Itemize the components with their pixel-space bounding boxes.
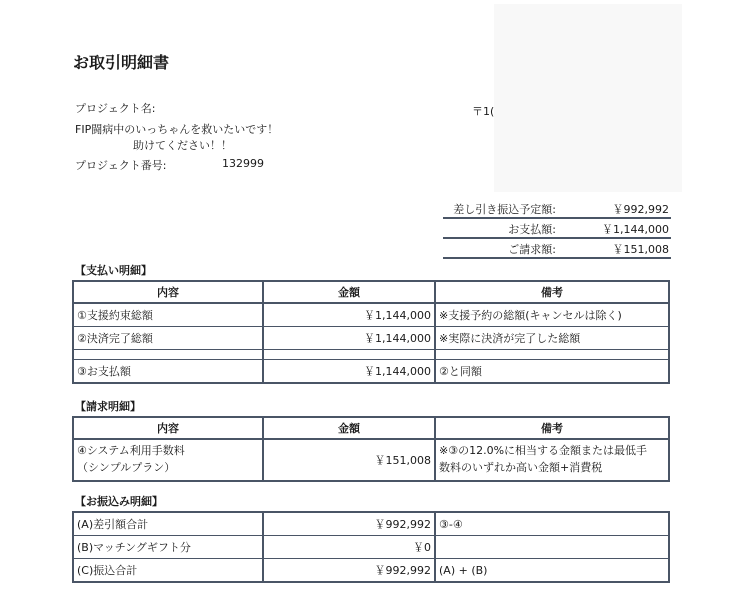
- header-note: 備考: [541, 422, 563, 435]
- row-item-line1: ④システム利用手数料: [77, 444, 185, 457]
- header-item: 内容: [74, 418, 264, 438]
- payment-heading: 【支払い明細】: [75, 264, 152, 277]
- row-note: ②と同額: [439, 365, 482, 378]
- project-name-line2: 助けてください！！: [133, 139, 232, 152]
- table-row: [74, 513, 668, 536]
- summary-row-payment: [443, 219, 671, 237]
- summary-value: ￥151,008: [612, 243, 669, 256]
- summary-divider: [443, 257, 671, 259]
- header-note: 備考: [541, 286, 563, 299]
- table-row: [74, 440, 668, 480]
- project-name-line1: FIP闘病中のいっちゃんを救いたいです！: [75, 123, 279, 136]
- table-row: [74, 327, 668, 350]
- spacer-cell: [74, 350, 264, 359]
- table-row: [74, 304, 668, 327]
- header-amount: 金額: [264, 282, 436, 302]
- summary-label: 差し引き振込予定額:: [453, 203, 556, 216]
- summary-box: [443, 199, 671, 259]
- table-header-row: [74, 282, 668, 304]
- row-amount: ￥1,144,000: [264, 360, 436, 382]
- summary-label: ご請求額:: [508, 243, 556, 256]
- row-note-line1: ※③の12.0%に相当する金額または最低手: [439, 444, 648, 457]
- summary-value: ￥992,992: [612, 203, 669, 216]
- spacer-cell: [264, 350, 436, 359]
- summary-value: ￥1,144,000: [602, 223, 669, 236]
- row-amount: ￥1,144,000: [264, 304, 436, 326]
- row-note: (A) + (B): [439, 563, 488, 577]
- payment-table: [72, 280, 670, 384]
- project-number-value: 132999: [222, 157, 264, 170]
- row-item: ③お支払額: [74, 360, 264, 382]
- row-note: [436, 440, 668, 480]
- table-header-row: [74, 418, 668, 440]
- row-note: ③-④: [439, 517, 463, 531]
- summary-label: お支払額:: [508, 223, 556, 236]
- table-row: [74, 559, 668, 581]
- header-amount: 金額: [264, 418, 436, 438]
- transfer-heading: 【お振込み明細】: [75, 495, 163, 508]
- transfer-table: [72, 511, 670, 583]
- spacer-cell: [436, 350, 668, 359]
- row-note: ※支援予約の総額(キャンセルは除く): [439, 309, 622, 322]
- table-row: [74, 536, 668, 559]
- row-amount: ￥151,008: [264, 440, 436, 480]
- redacted-area: [494, 4, 682, 192]
- header-item: 内容: [74, 282, 264, 302]
- project-number-label: プロジェクト番号:: [75, 159, 167, 172]
- row-note: [436, 536, 668, 558]
- row-item-line2: （シンプルプラン）: [77, 461, 176, 474]
- row-item: [74, 440, 264, 480]
- project-name-label: プロジェクト名:: [75, 102, 156, 115]
- row-amount: ￥0: [264, 536, 436, 558]
- summary-row-transfer: [443, 199, 671, 217]
- billing-heading: 【請求明細】: [75, 400, 141, 413]
- postal-code: 〒1(: [472, 105, 495, 118]
- row-item: (C)振込合計: [74, 559, 264, 581]
- row-note-line2: 数料のいずれか高い金額+消費税: [439, 461, 603, 474]
- table-spacer-row: [74, 350, 668, 360]
- row-amount: ￥1,144,000: [264, 327, 436, 349]
- document-title: お取引明細書: [73, 53, 170, 72]
- row-note: ※実際に決済が完了した総額: [439, 332, 581, 345]
- row-item: (A)差引額合計: [74, 513, 264, 535]
- billing-table: [72, 416, 670, 482]
- summary-row-billing: [443, 239, 671, 257]
- row-item: ①支援約束総額: [74, 304, 264, 326]
- row-amount: ￥992,992: [264, 559, 436, 581]
- row-item: ②決済完了総額: [74, 327, 264, 349]
- row-item: (B)マッチングギフト分: [74, 536, 264, 558]
- row-amount: ￥992,992: [264, 513, 436, 535]
- table-row: [74, 360, 668, 382]
